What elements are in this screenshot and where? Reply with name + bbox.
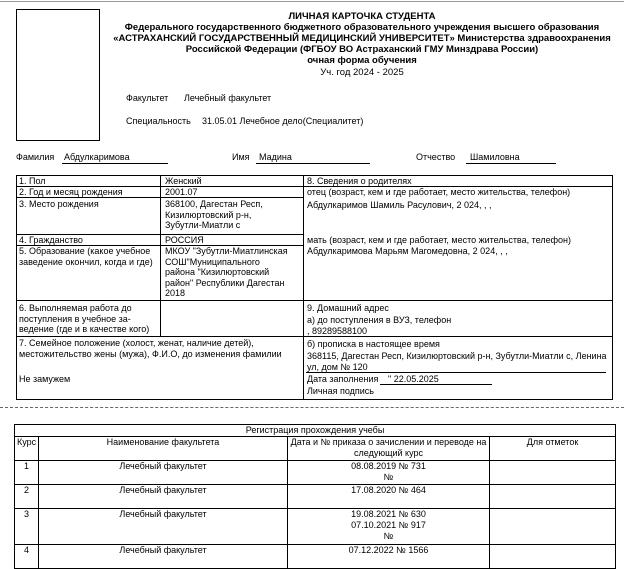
card-title: ЛИЧНАЯ КАРТОЧКА СТУДЕНТА <box>288 11 436 22</box>
registration-table <box>14 424 616 569</box>
education-value <box>165 246 288 299</box>
first-name-value: Мадина <box>259 152 292 162</box>
family-label-line: 7. Семейное положение (холост, женат, наличие детей), <box>19 338 254 348</box>
header-faculty: Наименование факультета <box>39 437 288 461</box>
birthplace-line: Кизилюртовский р-н, <box>165 209 252 220</box>
row-line-5 <box>16 300 612 301</box>
surname-value: Абдулкаримова <box>64 152 130 162</box>
registration-title-row <box>15 425 616 437</box>
faculty-cell: Лечебный факультет <box>39 485 288 509</box>
address-underline <box>306 372 606 373</box>
father-label: отец (возраст, кем и где работает, место жительства, телефон) <box>307 187 571 197</box>
registration-header-row <box>15 437 616 461</box>
fill-date-label: Дата заполнения <box>307 374 379 384</box>
address-b-line: ул, дом № 120 <box>307 361 368 372</box>
order-line: 07.12.2022 № 1566 <box>348 545 429 555</box>
family-label-line: местожительство жены (мужа), Ф.И.О, до изменения фамилии <box>19 348 282 359</box>
table-row <box>15 485 616 509</box>
order-line: 17.08.2020 № 464 <box>351 485 426 495</box>
header-line-1: Федерального государственного бюджетного образовательного учреждения высшего образования <box>124 22 600 33</box>
table-row <box>15 461 616 485</box>
mother-label: мать (возраст, кем и где работает, место жительства, телефон) <box>307 235 571 245</box>
notes-cell <box>490 509 616 545</box>
order-line: № <box>383 531 394 541</box>
work-label-line: ведение (где и в качестве кого) <box>19 324 150 334</box>
fill-date-value: " 22.05.2025 <box>388 374 439 384</box>
header-line-3: Российской Федерации (ФГБОУ ВО Астраханский ГМУ Минздрава России) <box>185 44 539 55</box>
mother-value: Абдулкаримова Марьям Магомедовна, 2 024, , , <box>307 246 508 256</box>
notes-cell <box>490 461 616 485</box>
course-cell: 3 <box>15 509 39 545</box>
family-value: Не замужем <box>19 374 71 384</box>
address-label: 9. Домашний адрес <box>307 303 389 313</box>
header-orders: Дата и № приказа о зачислении и переводе на следующий курс <box>288 437 490 461</box>
father-value: Абдулкаримов Шамиль Расулович, 2 024, , , <box>307 200 492 210</box>
signature-label: Личная подпись <box>307 386 374 396</box>
notes-cell <box>490 545 616 569</box>
gender-label: 1. Пол <box>19 176 46 186</box>
order-line: 07.10.2021 № 917 <box>351 520 426 530</box>
course-cell: 1 <box>15 461 39 485</box>
academic-year: Уч. год 2024 - 2025 <box>320 67 404 78</box>
faculty-label: Факультет <box>126 93 169 103</box>
orders-cell <box>288 545 490 569</box>
citizenship-value: РОССИЯ <box>165 235 204 245</box>
fill-date-underline <box>380 384 492 385</box>
orders-cell <box>288 485 490 509</box>
patronymic-label: Отчество <box>416 152 456 162</box>
specialty-label: Специальность <box>126 116 191 126</box>
education-line: район" Республики Дагестан <box>165 277 285 288</box>
header-line-2: «АСТРАХАНСКИЙ ГОСУДАРСТВЕННЫЙ МЕДИЦИНСКИЙ УНИВЕРСИТЕТ» Министерства здравоохранения <box>113 33 611 44</box>
citizenship-label: 4. Гражданство <box>19 235 83 245</box>
faculty-cell: Лечебный факультет <box>39 509 288 545</box>
family-label <box>19 338 282 359</box>
patronymic-underline <box>466 163 556 164</box>
patronymic-value: Шамиловна <box>470 152 520 162</box>
first-name-underline <box>256 163 370 164</box>
order-line: № <box>383 472 394 482</box>
education-label-line: заведение окончил, когда и где) <box>19 256 153 267</box>
registration-title: Регистрация прохождения учебы <box>15 425 616 437</box>
address-b-label: б) прописка в настоящее время <box>307 339 440 349</box>
notes-cell <box>490 485 616 509</box>
phone-value: , 89289588100 <box>307 326 368 336</box>
education-line: МКОУ "Зубутли-Миатлинская <box>165 246 288 256</box>
faculty-cell: Лечебный факультет <box>39 545 288 569</box>
education-label-line: 5. Образование (какое учебное <box>19 246 151 256</box>
orders-cell <box>288 461 490 485</box>
card-inner-divider <box>160 175 161 336</box>
work-label-line: 6. Выполняемая работа до <box>19 303 132 313</box>
birthplace-line: 368100, Дагестан Респ, <box>165 199 263 209</box>
birth-value: 2001.07 <box>165 187 198 197</box>
work-label-line: поступления в учебное за- <box>19 313 131 324</box>
parents-label: 8. Сведения о родителях <box>307 176 412 186</box>
header-notes: Для отметок <box>490 437 616 461</box>
course-cell: 2 <box>15 485 39 509</box>
birthplace-value <box>165 199 263 231</box>
education-line: 2018 <box>165 288 186 298</box>
section-separator <box>0 407 624 408</box>
study-form: очная форма обучения <box>307 55 417 66</box>
surname-label: Фамилия <box>16 152 55 162</box>
address-b-line: 368115, Дагестан Респ, Кизилюртовский р-н, Зубутли-Миатли с, Ленина <box>307 351 607 361</box>
specialty-value: 31.05.01 Лечебное дело(Специалитет) <box>202 116 364 126</box>
photo-placeholder <box>16 9 100 141</box>
surname-underline <box>62 163 168 164</box>
orders-cell <box>288 509 490 545</box>
table-row <box>15 509 616 545</box>
order-line: 08.08.2019 № 731 <box>351 461 426 471</box>
first-name-label: Имя <box>232 152 250 162</box>
course-cell: 4 <box>15 545 39 569</box>
table-row <box>15 545 616 569</box>
address-a-label: а) до поступления в ВУЗ, телефон <box>307 315 452 325</box>
address-b-value <box>307 351 607 372</box>
work-label <box>19 303 149 335</box>
gender-value: Женский <box>165 176 202 186</box>
education-line: СОШ"Муниципального <box>165 256 260 267</box>
education-line: района "Кизилюртовский <box>165 267 270 277</box>
order-line: 19.08.2021 № 630 <box>351 509 426 519</box>
faculty-value: Лечебный факультет <box>184 93 272 103</box>
card-divider <box>303 175 304 399</box>
education-label <box>19 246 153 267</box>
birthplace-label: 3. Место рождения <box>19 199 99 209</box>
birth-label: 2. Год и месяц рождения <box>19 187 123 197</box>
header-course: Курс <box>15 437 39 461</box>
faculty-cell: Лечебный факультет <box>39 461 288 485</box>
top-border <box>0 1 624 2</box>
birthplace-line: Зубутли-Миатли с <box>165 220 241 230</box>
